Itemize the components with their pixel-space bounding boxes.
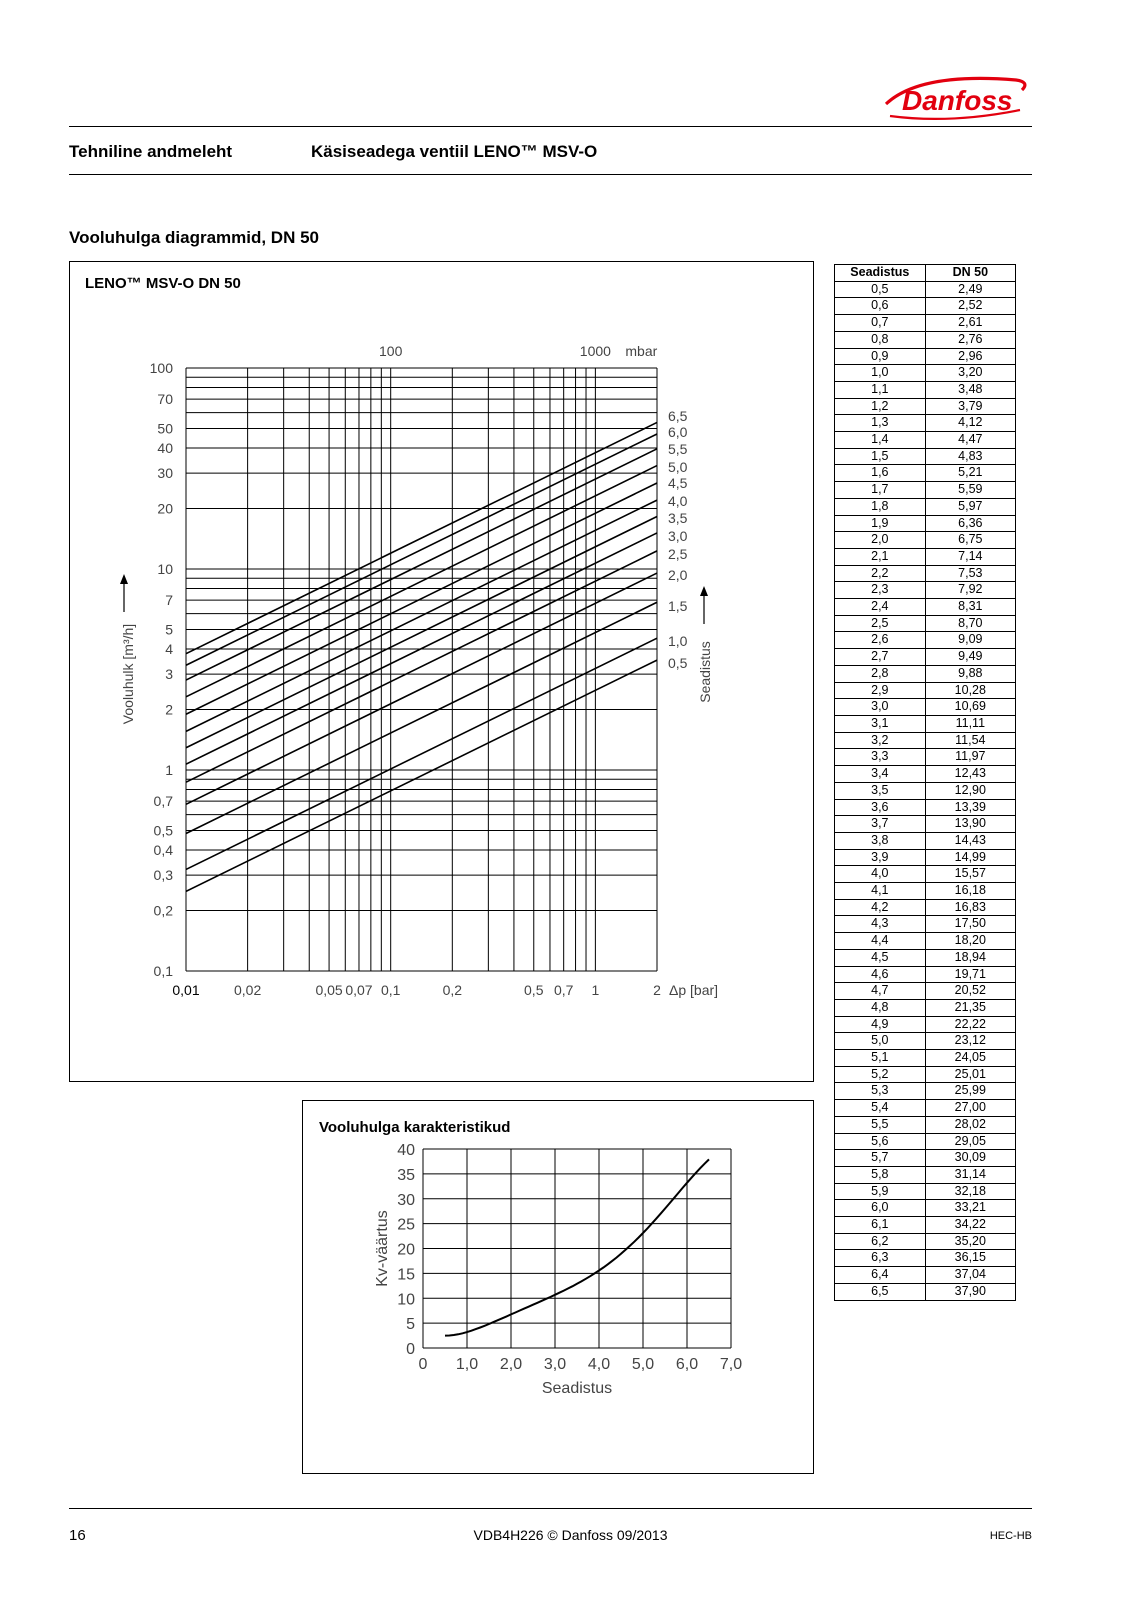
x-tick-label: 0,1 xyxy=(380,982,401,998)
table-cell-kv: 5,21 xyxy=(925,465,1015,482)
table-cell-kv: 28,02 xyxy=(925,1116,1015,1133)
kv-chart xyxy=(303,1101,813,1473)
table-row xyxy=(835,398,1016,415)
table-row xyxy=(835,1100,1016,1117)
table-row xyxy=(835,1250,1016,1267)
table-cell-setting: 5,0 xyxy=(835,1033,926,1050)
table-cell-setting: 4,7 xyxy=(835,983,926,1000)
table-cell-setting: 3,1 xyxy=(835,715,926,732)
table-row xyxy=(835,816,1016,833)
table-cell-kv: 21,35 xyxy=(925,999,1015,1016)
table-row xyxy=(835,1066,1016,1083)
table-row xyxy=(835,665,1016,682)
table-cell-kv: 16,83 xyxy=(925,899,1015,916)
y-tick-label: 0,3 xyxy=(153,867,173,884)
x-tick-label: 0,5 xyxy=(524,982,544,998)
table-cell-setting: 5,4 xyxy=(835,1100,926,1117)
table-row xyxy=(835,966,1016,983)
table-row xyxy=(835,331,1016,348)
y-axis-arrow-head xyxy=(120,574,128,584)
x-tick-label: 0,02 xyxy=(233,982,262,998)
table-row xyxy=(835,933,1016,950)
x-tick-label: 4,0 xyxy=(587,1356,611,1373)
y-tick-label: 5 xyxy=(165,621,173,638)
header-top-rule xyxy=(69,126,1032,127)
table-cell-kv: 4,47 xyxy=(925,432,1015,449)
table-header-setting: Seadistus xyxy=(835,265,926,282)
y-tick-label: 30 xyxy=(397,1191,415,1209)
table-cell-setting: 4,5 xyxy=(835,949,926,966)
table-cell-setting: 1,0 xyxy=(835,365,926,382)
flow-diagram-box xyxy=(69,261,814,1082)
setting-label: 4,0 xyxy=(668,493,688,509)
table-cell-setting: 3,2 xyxy=(835,732,926,749)
table-cell-kv: 2,49 xyxy=(925,281,1015,298)
table-cell-kv: 11,11 xyxy=(925,715,1015,732)
footer-code: HEC-HB xyxy=(989,1530,1032,1542)
table-row xyxy=(835,381,1016,398)
x-tick-label: 0,05 xyxy=(315,982,343,998)
y-tick-label: 0,1 xyxy=(153,963,173,979)
table-cell-kv: 34,22 xyxy=(925,1217,1015,1234)
flow-diagram xyxy=(70,262,813,1081)
table-row xyxy=(835,949,1016,966)
table-cell-setting: 2,6 xyxy=(835,632,926,649)
table-cell-kv: 30,09 xyxy=(925,1150,1015,1167)
table-cell-setting: 1,4 xyxy=(835,432,926,449)
table-cell-kv: 29,05 xyxy=(925,1133,1015,1150)
top-label-mbar: mbar xyxy=(625,343,658,359)
x-tick-label: 0,01 xyxy=(172,982,200,998)
table-cell-setting: 2,0 xyxy=(835,532,926,549)
table-row xyxy=(835,866,1016,883)
table-row xyxy=(835,1133,1016,1150)
table-cell-setting: 2,3 xyxy=(835,582,926,599)
table-row xyxy=(835,1016,1016,1033)
y-tick-label: 70 xyxy=(157,391,173,408)
table-row xyxy=(835,682,1016,699)
table-cell-setting: 2,2 xyxy=(835,565,926,582)
x-tick-label: 1,0 xyxy=(455,1356,479,1373)
setting-label: 6,5 xyxy=(668,408,688,424)
table-cell-kv: 18,94 xyxy=(925,949,1015,966)
table-cell-kv: 5,97 xyxy=(925,498,1015,515)
table-row xyxy=(835,1200,1016,1217)
table-cell-setting: 4,8 xyxy=(835,999,926,1016)
danfoss-logo xyxy=(880,66,1030,126)
table-cell-kv: 9,88 xyxy=(925,665,1015,682)
table-cell-setting: 1,9 xyxy=(835,515,926,532)
table-cell-kv: 31,14 xyxy=(925,1166,1015,1183)
table-cell-kv: 14,99 xyxy=(925,849,1015,866)
table-row xyxy=(835,599,1016,616)
table-row xyxy=(835,298,1016,315)
table-cell-setting: 1,3 xyxy=(835,415,926,432)
table-cell-setting: 0,9 xyxy=(835,348,926,365)
table-row xyxy=(835,582,1016,599)
table-row xyxy=(835,565,1016,582)
table-cell-setting: 3,0 xyxy=(835,699,926,716)
table-cell-setting: 5,2 xyxy=(835,1066,926,1083)
table-cell-setting: 4,1 xyxy=(835,883,926,900)
table-row xyxy=(835,715,1016,732)
table-cell-setting: 6,4 xyxy=(835,1267,926,1284)
table-cell-setting: 6,0 xyxy=(835,1200,926,1217)
table-cell-kv: 7,14 xyxy=(925,548,1015,565)
table-cell-setting: 4,6 xyxy=(835,966,926,983)
document-type: Tehniline andmeleht xyxy=(69,142,233,161)
setting-label: 3,5 xyxy=(668,510,688,526)
x-tick-label: 1 xyxy=(591,982,600,998)
document-title: Käsiseadega ventiil LENO™ MSV-O xyxy=(311,142,598,161)
y-tick-label: 10 xyxy=(157,561,173,577)
table-cell-kv: 37,04 xyxy=(925,1267,1015,1284)
table-row xyxy=(835,1283,1016,1300)
table-cell-setting: 2,8 xyxy=(835,665,926,682)
table-cell-setting: 5,7 xyxy=(835,1150,926,1167)
y-tick-label: 1 xyxy=(165,762,173,778)
table-row xyxy=(835,782,1016,799)
setting-label: 6,0 xyxy=(668,424,688,440)
top-label-1000: 1000 xyxy=(579,343,611,359)
table-cell-setting: 3,3 xyxy=(835,749,926,766)
setting-label: 3,0 xyxy=(668,528,688,544)
table-cell-setting: 3,9 xyxy=(835,849,926,866)
table-cell-kv: 12,43 xyxy=(925,766,1015,783)
top-label-100: 100 xyxy=(379,343,403,359)
kv-chart-title: Vooluhulga karakteristikud xyxy=(319,1119,511,1136)
table-cell-setting: 5,9 xyxy=(835,1183,926,1200)
table-row xyxy=(835,1267,1016,1284)
table-cell-setting: 6,1 xyxy=(835,1217,926,1234)
table-cell-setting: 1,8 xyxy=(835,498,926,515)
table-cell-kv: 5,59 xyxy=(925,482,1015,499)
table-cell-kv: 27,00 xyxy=(925,1100,1015,1117)
table-row xyxy=(835,1150,1016,1167)
table-cell-kv: 17,50 xyxy=(925,916,1015,933)
table-cell-kv: 22,22 xyxy=(925,1016,1015,1033)
table-cell-setting: 2,4 xyxy=(835,599,926,616)
table-cell-setting: 0,6 xyxy=(835,298,926,315)
table-row xyxy=(835,799,1016,816)
table-cell-kv: 23,12 xyxy=(925,1033,1015,1050)
table-cell-setting: 4,3 xyxy=(835,916,926,933)
table-cell-setting: 6,3 xyxy=(835,1250,926,1267)
flow-diagram-title: LENO™ MSV-O DN 50 xyxy=(85,275,241,292)
y-tick-label: 40 xyxy=(157,439,173,456)
x-axis-unit: Δp [bar] xyxy=(669,982,719,998)
table-cell-setting: 4,4 xyxy=(835,933,926,950)
logo-text: Danfoss xyxy=(902,85,1013,116)
table-cell-setting: 5,1 xyxy=(835,1050,926,1067)
x-tick-label: 0 xyxy=(418,1356,428,1373)
footer-doc-id: VDB4H226 © Danfoss 09/2013 xyxy=(473,1527,668,1543)
y-tick-label: 2 xyxy=(165,701,173,718)
table-header-dn50: DN 50 xyxy=(925,265,1015,282)
table-row xyxy=(835,465,1016,482)
x-tick-label: 2,0 xyxy=(499,1356,523,1373)
table-cell-setting: 5,5 xyxy=(835,1116,926,1133)
table-cell-setting: 2,5 xyxy=(835,615,926,632)
table-cell-kv: 9,09 xyxy=(925,632,1015,649)
setting-label: 2,5 xyxy=(668,546,688,562)
table-cell-setting: 3,7 xyxy=(835,816,926,833)
y-tick-label: 10 xyxy=(397,1291,415,1309)
table-cell-kv: 4,12 xyxy=(925,415,1015,432)
kv-series-line xyxy=(445,1159,709,1335)
setting-label: 2,0 xyxy=(668,567,688,583)
table-cell-setting: 2,7 xyxy=(835,649,926,666)
table-cell-setting: 1,1 xyxy=(835,381,926,398)
table-cell-kv: 14,43 xyxy=(925,832,1015,849)
table-cell-setting: 5,8 xyxy=(835,1166,926,1183)
table-cell-kv: 8,31 xyxy=(925,599,1015,616)
table-cell-kv: 18,20 xyxy=(925,933,1015,950)
table-cell-kv: 37,90 xyxy=(925,1283,1015,1300)
table-cell-setting: 0,7 xyxy=(835,315,926,332)
table-cell-kv: 8,70 xyxy=(925,615,1015,632)
table-cell-kv: 35,20 xyxy=(925,1233,1015,1250)
table-row xyxy=(835,432,1016,449)
table-cell-setting: 6,2 xyxy=(835,1233,926,1250)
table-cell-setting: 3,5 xyxy=(835,782,926,799)
y-tick-label: 0,2 xyxy=(153,902,173,919)
table-cell-setting: 3,6 xyxy=(835,799,926,816)
table-cell-kv: 2,76 xyxy=(925,331,1015,348)
table-cell-setting: 0,8 xyxy=(835,331,926,348)
table-cell-kv: 3,79 xyxy=(925,398,1015,415)
table-cell-kv: 10,69 xyxy=(925,699,1015,716)
y-tick-label: 50 xyxy=(157,420,173,437)
table-cell-kv: 36,15 xyxy=(925,1250,1015,1267)
table-cell-kv: 25,01 xyxy=(925,1066,1015,1083)
table-row xyxy=(835,348,1016,365)
x-tick-label: 3,0 xyxy=(543,1356,567,1373)
table-row xyxy=(835,315,1016,332)
table-cell-kv: 4,83 xyxy=(925,448,1015,465)
table-row xyxy=(835,632,1016,649)
y-tick-label: 25 xyxy=(397,1216,415,1234)
table-row xyxy=(835,699,1016,716)
setting-label: 5,5 xyxy=(668,441,688,457)
x-axis-title: Seadistus xyxy=(541,1380,613,1397)
table-row xyxy=(835,899,1016,916)
setting-label: 0,5 xyxy=(668,655,688,671)
x-tick-label: 0,7 xyxy=(553,982,574,998)
y-tick-label: 15 xyxy=(397,1266,415,1284)
table-row xyxy=(835,615,1016,632)
kv-table xyxy=(834,264,1016,1301)
x-tick-label: 7,0 xyxy=(719,1356,743,1373)
setting-label: 1,5 xyxy=(668,598,688,614)
table-row xyxy=(835,1033,1016,1050)
table-cell-kv: 16,18 xyxy=(925,883,1015,900)
y-tick-label: 20 xyxy=(397,1241,415,1259)
kv-chart-box xyxy=(302,1100,814,1474)
table-row xyxy=(835,1083,1016,1100)
table-cell-kv: 19,71 xyxy=(925,966,1015,983)
table-cell-kv: 7,92 xyxy=(925,582,1015,599)
table-cell-kv: 24,05 xyxy=(925,1050,1015,1067)
table-cell-kv: 2,96 xyxy=(925,348,1015,365)
table-cell-setting: 6,5 xyxy=(835,1283,926,1300)
table-cell-kv: 6,75 xyxy=(925,532,1015,549)
table-row xyxy=(835,1233,1016,1250)
table-row xyxy=(835,448,1016,465)
table-row xyxy=(835,999,1016,1016)
table-cell-kv: 3,48 xyxy=(925,381,1015,398)
y-tick-label: 100 xyxy=(149,360,173,376)
table-row xyxy=(835,916,1016,933)
x-tick-label: 5,0 xyxy=(631,1356,655,1373)
table-row xyxy=(835,415,1016,432)
table-cell-kv: 2,52 xyxy=(925,298,1015,315)
table-row xyxy=(835,983,1016,1000)
table-cell-setting: 5,3 xyxy=(835,1083,926,1100)
table-row xyxy=(835,1217,1016,1234)
table-row xyxy=(835,548,1016,565)
table-row xyxy=(835,365,1016,382)
y-tick-label: 4 xyxy=(165,640,173,657)
y-tick-label: 0 xyxy=(406,1341,415,1358)
table-cell-setting: 0,5 xyxy=(835,281,926,298)
table-cell-kv: 3,20 xyxy=(925,365,1015,382)
table-row xyxy=(835,832,1016,849)
table-cell-setting: 4,9 xyxy=(835,1016,926,1033)
x-tick-label: 6,0 xyxy=(675,1356,699,1373)
table-row xyxy=(835,1183,1016,1200)
setting-label: 4,5 xyxy=(668,475,688,491)
settings-arrow-head xyxy=(700,586,708,596)
table-cell-kv: 7,53 xyxy=(925,565,1015,582)
setting-label: 1,0 xyxy=(668,633,688,649)
table-row xyxy=(835,849,1016,866)
table-cell-setting: 5,6 xyxy=(835,1133,926,1150)
table-cell-kv: 11,97 xyxy=(925,749,1015,766)
table-cell-kv: 13,90 xyxy=(925,816,1015,833)
y-tick-label: 5 xyxy=(406,1316,415,1334)
table-cell-kv: 33,21 xyxy=(925,1200,1015,1217)
section-title: Vooluhulga diagrammid, DN 50 xyxy=(69,228,319,247)
page-number: 16 xyxy=(69,1527,86,1544)
table-cell-setting: 1,7 xyxy=(835,482,926,499)
table-cell-setting: 1,2 xyxy=(835,398,926,415)
table-cell-setting: 3,8 xyxy=(835,832,926,849)
footer-rule xyxy=(69,1508,1032,1509)
table-cell-setting: 1,6 xyxy=(835,465,926,482)
y-axis-title: Kv-väärtus xyxy=(374,1210,391,1287)
y-axis-title: Vooluhulk [m³/h] xyxy=(120,623,136,725)
table-cell-kv: 12,90 xyxy=(925,782,1015,799)
header-bottom-rule xyxy=(69,174,1032,175)
table-cell-setting: 3,4 xyxy=(835,766,926,783)
table-row xyxy=(835,1116,1016,1133)
y-tick-label: 20 xyxy=(157,500,173,517)
y-tick-label: 35 xyxy=(397,1166,415,1184)
y-tick-label: 40 xyxy=(397,1142,415,1159)
table-cell-kv: 10,28 xyxy=(925,682,1015,699)
x-tick-label: 0,07 xyxy=(345,982,373,998)
table-cell-kv: 2,61 xyxy=(925,315,1015,332)
table-row xyxy=(835,732,1016,749)
table-cell-kv: 25,99 xyxy=(925,1083,1015,1100)
table-row xyxy=(835,749,1016,766)
y-tick-label: 7 xyxy=(165,592,173,609)
table-cell-setting: 2,1 xyxy=(835,548,926,565)
table-row xyxy=(835,482,1016,499)
table-row xyxy=(835,515,1016,532)
table-row xyxy=(835,281,1016,298)
table-cell-setting: 4,0 xyxy=(835,866,926,883)
y-tick-label: 3 xyxy=(165,666,173,683)
setting-label: 5,0 xyxy=(668,459,688,475)
table-cell-setting: 2,9 xyxy=(835,682,926,699)
table-cell-kv: 11,54 xyxy=(925,732,1015,749)
y-tick-label: 0,4 xyxy=(153,841,173,858)
table-cell-setting: 1,5 xyxy=(835,448,926,465)
table-row xyxy=(835,498,1016,515)
table-row xyxy=(835,1050,1016,1067)
table-cell-kv: 20,52 xyxy=(925,983,1015,1000)
table-row xyxy=(835,883,1016,900)
table-cell-kv: 15,57 xyxy=(925,866,1015,883)
x-tick-label: 0,2 xyxy=(442,982,463,998)
y-tick-label: 0,7 xyxy=(153,793,173,810)
table-cell-setting: 4,2 xyxy=(835,899,926,916)
table-header-row xyxy=(835,265,1016,282)
y-tick-label: 30 xyxy=(157,465,173,482)
y-tick-label: 0,5 xyxy=(153,822,173,839)
table-cell-kv: 9,49 xyxy=(925,649,1015,666)
table-row xyxy=(835,766,1016,783)
table-cell-kv: 32,18 xyxy=(925,1183,1015,1200)
settings-axis-title: Seadistus xyxy=(697,641,713,703)
table-row xyxy=(835,649,1016,666)
table-cell-kv: 6,36 xyxy=(925,515,1015,532)
table-row xyxy=(835,532,1016,549)
table-row xyxy=(835,1166,1016,1183)
table-cell-kv: 13,39 xyxy=(925,799,1015,816)
x-tick-label: 2 xyxy=(653,982,661,998)
